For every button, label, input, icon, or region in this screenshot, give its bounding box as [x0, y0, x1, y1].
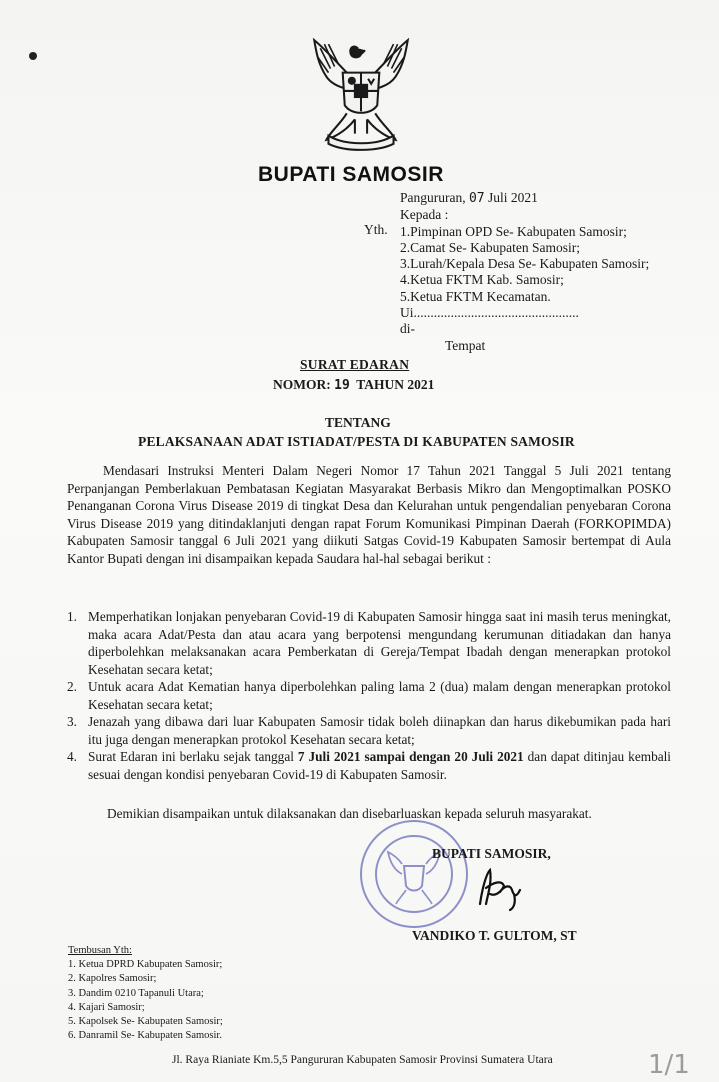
recipient-item: 4.Ketua FKTM Kab. Samosir; [400, 272, 564, 288]
signatory-title: BUPATI SAMOSIR, [432, 846, 551, 861]
tembusan-title: Tembusan Yth: [68, 945, 132, 956]
signatory-name: VANDIKO T. GULTOM, ST [412, 928, 577, 943]
tembusan-item: 6. Danramil Se- Kabupaten Samosir. [68, 1030, 222, 1042]
letter-number: NOMOR: 19 TAHUN 2021 [273, 377, 435, 393]
closing-sentence: Demikian disampaikan untuk dilaksanakan dan disebarluaskan kepada seluruh masyarakat. [107, 806, 592, 821]
list-item: 2. Untuk acara Adat Kematian hanya diperbolehkan paling lama 2 (dua) malam dengan menerapkan protokol Kesehatan secara ketat; [67, 679, 671, 712]
recipient-item: 2.Camat Se- Kabupaten Samosir; [400, 239, 580, 255]
letter-topic: PELAKSANAAN ADAT ISTIADAT/PESTA DI KABUPATEN SAMOSIR [138, 434, 575, 449]
list-item: 1. Memperhatikan lonjakan penyebaran Covid-19 di Kabupaten Samosir hingga saat ini masih terus meningkat, maka acara Adat/Pesta dan atau acara yang berpotensi mengundang kerumunan ditiadakan dan hanya diperbolehkan melaksanakan acara Pemberkatan di Gereja/Tempat Ibadah dengan menerapkan protokol Kesehatan secara ketat; [67, 609, 671, 677]
official-stamp-icon [358, 818, 470, 930]
tembusan-item: 1. Ketua DPRD Kabupaten Samosir; [68, 959, 223, 971]
intro-paragraph: Mendasari Instruksi Menteri Dalam Negeri Nomor 17 Tahun 2021 Tanggal 5 Juli 2021 tentang Perpanjangan Pemberlakuan Pembatasan Kegiatan Masyarakat Berbasis Mikro dan Mengoptimalkan POSKO Penanganan Corona Virus Disease 2019 di tingkat Desa dan Kelurahan untuk pengendalian penyebaran Corona Virus Disease 2019 yang ditindaklanjuti dengan rapat Forum Komunikasi Pimpinan Daerah (FORKOPIMDA) Kabupaten Samosir tanggal 6 Juli 2021 yang diikuti Satgas Covid-19 Kabupaten Samosir bertempat di Aula Kantor Bupati dengan ini disampaikan kepada Saudara hal-hal sebagai berikut : [67, 463, 671, 566]
tempat-label: Tempat [445, 337, 486, 353]
address-block [400, 190, 649, 354]
kepada-label: Kepada : [400, 207, 449, 223]
ui-line: Ui................................................. [400, 305, 579, 321]
footer-address: Jl. Raya Rianiate Km.5,5 Pangururan Kabupaten Samosir Provinsi Sumatera Utara [172, 1054, 553, 1066]
letter-type: SURAT EDARAN [300, 357, 410, 372]
recipient-item: 3.Lurah/Kepala Desa Se- Kabupaten Samosir; [400, 256, 650, 272]
recipient-item: 5.Ketua FKTM Kecamatan. [400, 288, 551, 304]
list-item: 4. Surat Edaran ini berlaku sejak tanggal 7 Juli 2021 sampai dengan 20 Juli 2021 dan dapat ditinjau kembali sesuai dengan kondisi penyebaran Covid-19 di Kabupaten Samosir. [67, 749, 672, 782]
regent-title: BUPATI SAMOSIR [258, 163, 444, 186]
page-indicator: 1/1 [648, 1050, 690, 1080]
recipient-item: 1.Pimpinan OPD Se- Kabupaten Samosir; [400, 223, 627, 239]
tentang-label: TENTANG [325, 415, 391, 430]
handwritten-signature-icon [470, 864, 530, 914]
instruction-list [67, 608, 671, 783]
tembusan-item: 5. Kapolsek Se- Kabupaten Samosir; [68, 1016, 223, 1028]
tembusan-item: 2. Kapolres Samosir; [68, 973, 157, 985]
list-item: 3. Jenazah yang dibawa dari luar Kabupaten Samosir tidak boleh diinapkan dan harus dikebumikan pada hari itu juga dengan menerapkan protokol Kesehatan secara ketat; [67, 714, 671, 747]
ink-dot [29, 52, 37, 60]
tembusan-item: 3. Dandim 0210 Tapanuli Utara; [68, 987, 204, 999]
di-label: di- [400, 321, 415, 337]
tembusan-block [68, 944, 223, 1043]
tembusan-item: 4. Kajari Samosir; [68, 1001, 145, 1013]
place-date: Pangururan, 07 Juli 2021 [400, 190, 538, 206]
garuda-emblem-icon [300, 34, 422, 156]
yth-label: Yth. [364, 222, 388, 237]
